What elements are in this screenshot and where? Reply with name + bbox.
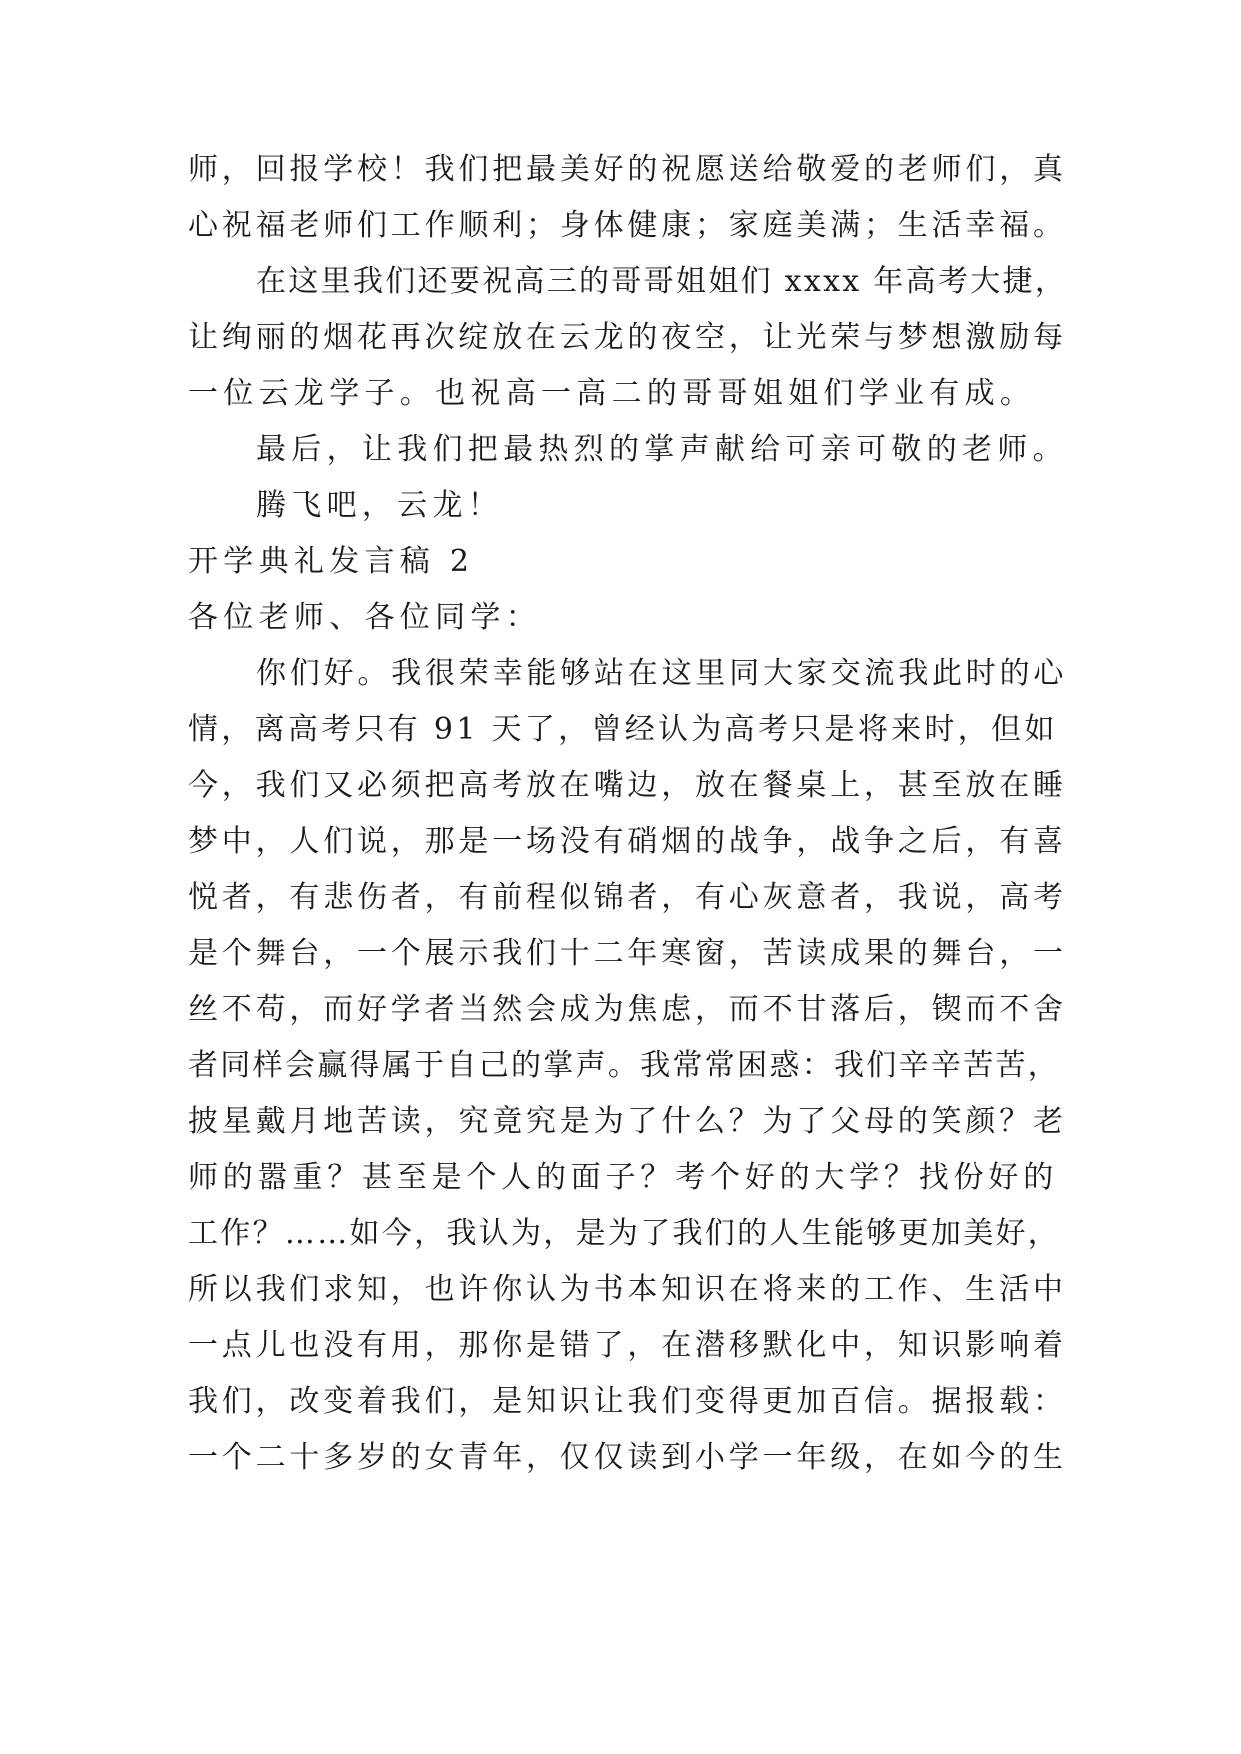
text-line-13: 梦中，人们说，那是一场没有硝烟的战争，战争之后，有喜: [188, 824, 1067, 859]
text-line-24: 一个二十多岁的女青年，仅仅读到小学一年级，在如今的生: [188, 1440, 1067, 1475]
text-line-23: 我们，改变着我们，是知识让我们变得更加百信。据报载：: [188, 1384, 1067, 1419]
text-line-1: 师，回报学校！我们把最美好的祝愿送给敬爱的老师们，真: [188, 152, 1067, 187]
text-line-6: 最后，让我们把最热烈的掌声献给可亲可敬的老师。: [256, 432, 1068, 467]
text-line-14: 悦者，有悲伤者，有前程似锦者，有心灰意者，我说，高考: [188, 880, 1067, 915]
text-line-4: 让绚丽的烟花再次绽放在云龙的夜空，让光荣与梦想激励每: [188, 320, 1067, 355]
salutation: 各位老师、各位同学：: [188, 600, 541, 635]
text-line-5: 一位云龙学子。也祝高一高二的哥哥姐姐们学业有成。: [188, 376, 1036, 411]
text-line-7: 腾飞吧，云龙！: [256, 488, 504, 523]
text-line-19: 师的嚣重？甚至是个人的面子？考个好的大学？找份好的: [188, 1160, 1058, 1195]
section-heading: 开学典礼发言稿 2: [188, 544, 475, 579]
text-line-22: 一点儿也没有用，那你是错了，在潜移默化中，知识影响着: [188, 1328, 1067, 1363]
text-line-20: 工作？……如今，我认为，是为了我们的人生能够更加美好，: [188, 1216, 1061, 1251]
text-line-17: 者同样会赢得属于自己的掌声。我常常困惑：我们辛辛苦苦，: [188, 1048, 1061, 1083]
text-line-2: 心祝福老师们工作顺利；身体健康；家庭美满；生活幸福。: [188, 208, 1067, 243]
text-line-16: 丝不苟，而好学者当然会成为焦虑，而不甘落后，锲而不舍: [188, 992, 1067, 1027]
text-line-15: 是个舞台，一个展示我们十二年寒窗，苦读成果的舞台，一: [188, 936, 1067, 971]
text-line-12: 今，我们又必须把高考放在嘴边，放在餐桌上，甚至放在睡: [188, 768, 1067, 803]
text-line-11: 情，离高考只有 91 天了，曾经认为高考只是将来时，但如: [188, 712, 1058, 747]
text-line-18: 披星戴月地苦读，究竟究是为了什么？为了父母的笑颜？老: [188, 1104, 1067, 1139]
text-line-3: 在这里我们还要祝高三的哥哥姐姐们 xxxx 年高考大捷，: [256, 264, 1068, 299]
text-line-21: 所以我们求知，也许你认为书本知识在将来的工作、生活中: [188, 1272, 1067, 1307]
text-line-10: 你们好。我很荣幸能够站在这里同大家交流我此时的心: [256, 656, 1068, 691]
